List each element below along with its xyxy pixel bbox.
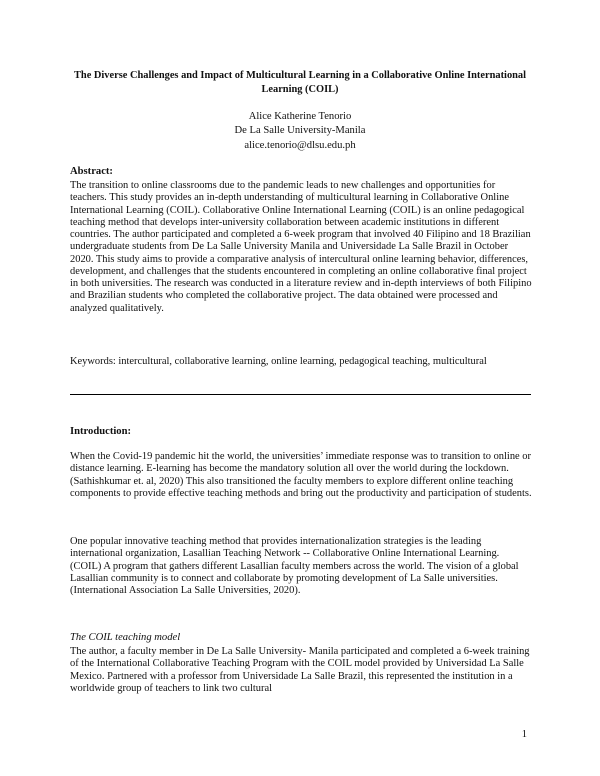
author-affiliation: De La Salle University-Manila — [234, 125, 366, 137]
introduction-paragraph-1: When the Covid-19 pandemic hit the world, the universities’ immediate response was to transition to online or distance learning. E-learning has become the mandatory solution all over the world during the lockdown. (Sathishkumar et. al, 2020) This also transitioned the faculty members to explore different online teaching components to provide effective teaching methods and bring out the productivity and participation of students. — [70, 451, 532, 499]
coil-section-paragraph-1: The author, a faculty member in De La Salle University- Manila participated and completed a 6-week training of the International Collaborative Teaching Program with the COIL model provided by Universidad La Salle Mexico. Partnered with a professor from Universidade La Salle Brazil, this represented the institution in a worldwide group of teachers to link two cultural — [70, 646, 530, 694]
introduction-heading: Introduction: — [70, 426, 132, 437]
author-name: Alice Katherine Tenorio — [248, 111, 352, 122]
introduction-paragraph-2: One popular innovative teaching method that provides internationalization strategies is the leading international organization, Lasallian Teaching Network -- Collaborative Online International Learning. (COIL) A program that gathers different Lasallian faculty members across the world. The vision of a global Lasallian community is to connect and collaborate by promoting development of La Salle universities. (International Association La Salle Universities, 2020). — [70, 536, 519, 596]
abstract-text: The transition to online classrooms due to the pandemic leads to new challenges and opportunities for teachers. This study provides an in-depth understanding of multicultural learning in Collaborative Online International Learning (COIL). Collaborative Online International Learning (COIL) is an online pedagogical teaching method that develops inter-university collaboration between academic institutions in different countries. The author participated and completed a 6-week program that involved 40 Filipino and 18 Brazilian undergraduate students from De La Salle University Manila and Universidade La Salle Brazil in October 2020. This study aims to provide a comparative analysis of intercultural online learning behavior, differences, development, and challenges that the students encountered in completing an online collaborative final project in both universities. The research was conducted in a literature review and in-depth interviews of both Filipino and Brazilian students who completed the collaborative project. The data obtained were processed and analyzed qualitatively. — [70, 180, 532, 314]
author-email: alice.tenorio@dlsu.edu.ph — [244, 139, 356, 151]
paper-title: The Diverse Challenges and Impact of Multicultural Learning in a Collaborative Online International Learning (COIL) — [74, 70, 526, 95]
page-number: 1 — [521, 729, 527, 740]
abstract-heading: Abstract: — [70, 166, 113, 177]
section-divider — [70, 394, 531, 395]
author-block — [70, 110, 530, 153]
coil-section-heading: The COIL teaching model — [70, 632, 181, 643]
keywords: Keywords: intercultural, collaborative learning, online learning, pedagogical teaching, multicultural — [70, 356, 487, 367]
